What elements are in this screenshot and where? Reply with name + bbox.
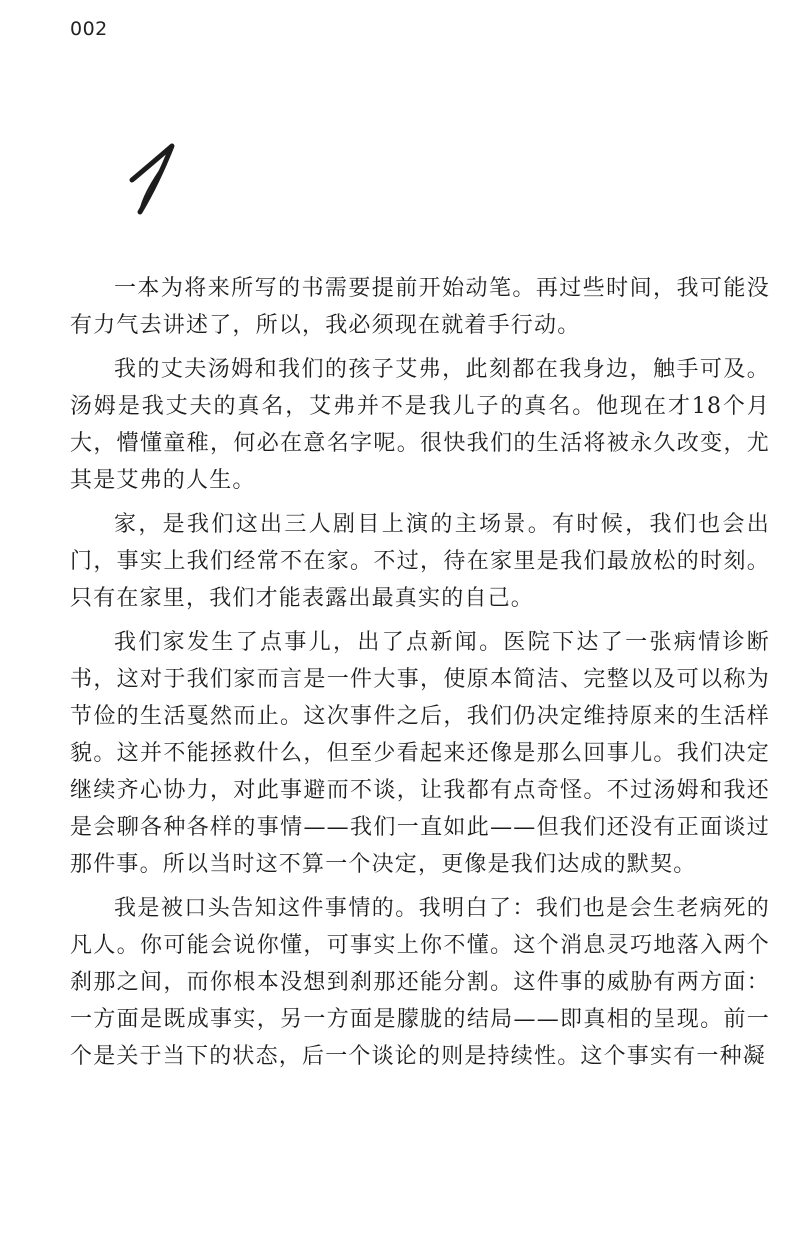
paragraph-3: 家，是我们这出三人剧目上演的主场景。有时候，我们也会出门，事实上我们经常不在家。不过，待在家里是我们最放松的时刻。只有在家里，我们才能表露出最真实的自己。 [70,512,770,611]
body-text [70,270,770,1082]
paragraph-1: 一本为将来所写的书需要提前开始动笔。再过些时间，我可能没有力气去讲述了，所以，我必须现在就着手行动。 [70,276,770,338]
paragraph-4: 我们家发生了点事儿，出了点新闻。医院下达了一张病情诊断书，这对于我们家而言是一件大事，使原本简洁、完整以及可以称为节俭的生活戛然而止。这次事件之后，我们仍决定维持原来的生活样貌。这并不能拯救什么，但至少看起来还像是那么回事儿。我们决定继续齐心协力，对此事避而不谈，让我都有点奇怪。不过汤姆和我还是会聊各种各样的事情——我们一直如此——但我们还没有正面谈过那件事。所以当时这不算一个决定，更像是我们达成的默契。 [70,630,770,877]
chapter-number-1 [120,140,190,220]
page-number: 002 [70,18,108,40]
paragraph-5: 我是被口头告知这件事情的。我明白了：我们也是会生老病死的凡人。你可能会说你懂，可事实上你不懂。这个消息灵巧地落入两个刹那之间，而你根本没想到刹那还能分割。这件事的威胁有两方面：一方面是既成事实，另一方面是朦胧的结局——即真相的呈现。前一个是关于当下的状态，后一个谈论的则是持续性。这个事实有一种凝 [70,896,770,1069]
paragraph-2: 我的丈夫汤姆和我们的孩子艾弗，此刻都在我身边，触手可及。汤姆是我丈夫的真名，艾弗并不是我儿子的真名。他现在才18个月大，懵懂童稚，何必在意名字呢。很快我们的生活将被永久改变，尤其是艾弗的人生。 [70,357,770,493]
